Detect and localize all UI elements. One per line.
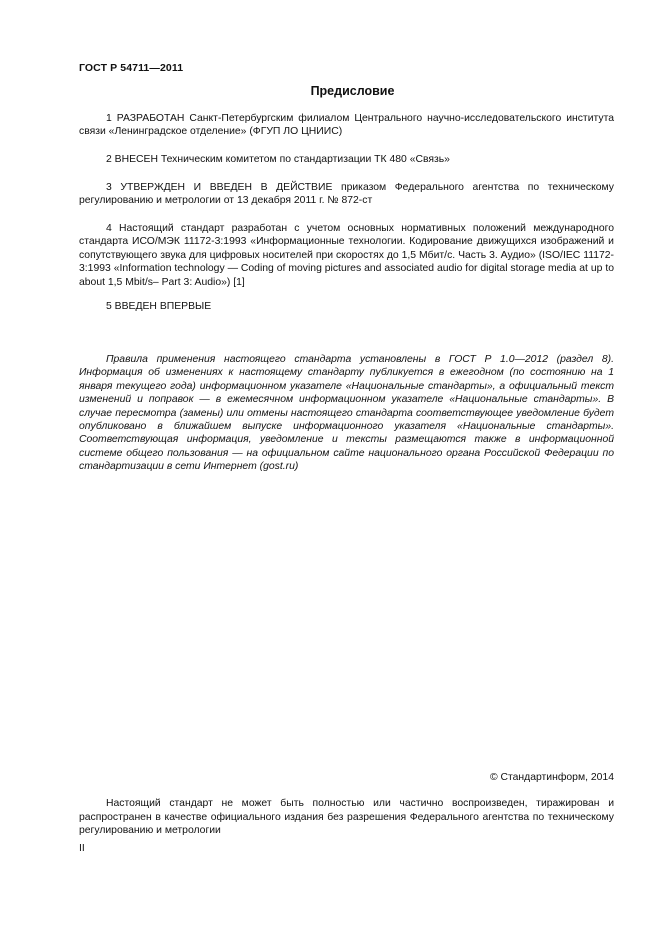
paragraph-approved: 3 УТВЕРЖДЕН И ВВЕДЕН В ДЕЙСТВИЕ приказом Федерального агентства по техническому регулированию и метрологии от 13 декабря 2011 г. № 872-ст [79,182,614,207]
paragraph-submitted-by: 2 ВНЕСЕН Техническим комитетом по стандартизации ТК 480 «Связь» [106,154,450,165]
document-code-header: ГОСТ Р 54711—2011 [79,62,184,74]
page-number: II [79,843,85,854]
paragraph-developed-by: 1 РАЗРАБОТАН Санкт-Петербургским филиалом Центрального научно-исследовательского института связи «Ленинградское отделение» (ФГУП ЛО ЦНИИС) [79,113,614,138]
page-title: Предисловие [310,84,395,98]
copyright-line: © Стандартинформ, 2014 [489,772,614,783]
reproduction-notice: Настоящий стандарт не может быть полностью или частично воспроизведен, тиражирован и распространен в качестве официального издания без разрешения Федерального агентства по техническому регулированию и метрологии [79,798,614,837]
paragraph-based-on: 4 Настоящий стандарт разработан с учетом основных нормативных положений международного стандарта ИСО/МЭК 11172-3:1993 «Информационные технологии. Кодирование движущихся изображений и сопутствующего звука для цифровых носителей при скоростях до 1,5 Мбит/с. Часть 3. Аудио» (ISO/IEC 11172-3:1993 «Information technology — Coding of moving pictures and associated audio for digital storage media at up to about 1,5 Mbit/s– Part 3: Audio») [1] [79,223,614,288]
paragraph-introduced-first: 5 ВВЕДЕН ВПЕРВЫЕ [106,301,212,312]
application-rules-notice: Правила применения настоящего стандарта установлены в ГОСТ Р 1.0—2012 (раздел 8). Информация об изменениях к настоящему стандарту публикуется в ежегодном (по состоянию на 1 января текущего года) информационном указателе «Национальные стандарты», а официальный текст изменений и поправок — в ежемесячном информационном указателе «Национальные стандарты». В случае пересмотра (замены) или отмены настоящего стандарта соответствующее уведомление будет опубликовано в ближайшем выпуске информационного указателя «Национальные стандарты». Соответствующая информация, уведомление и тексты размещаются также в информационной системе общего пользования — на официальном сайте национального органа Российской Федерации по стандартизации в сети Интернет (gost.ru) [79,354,614,473]
